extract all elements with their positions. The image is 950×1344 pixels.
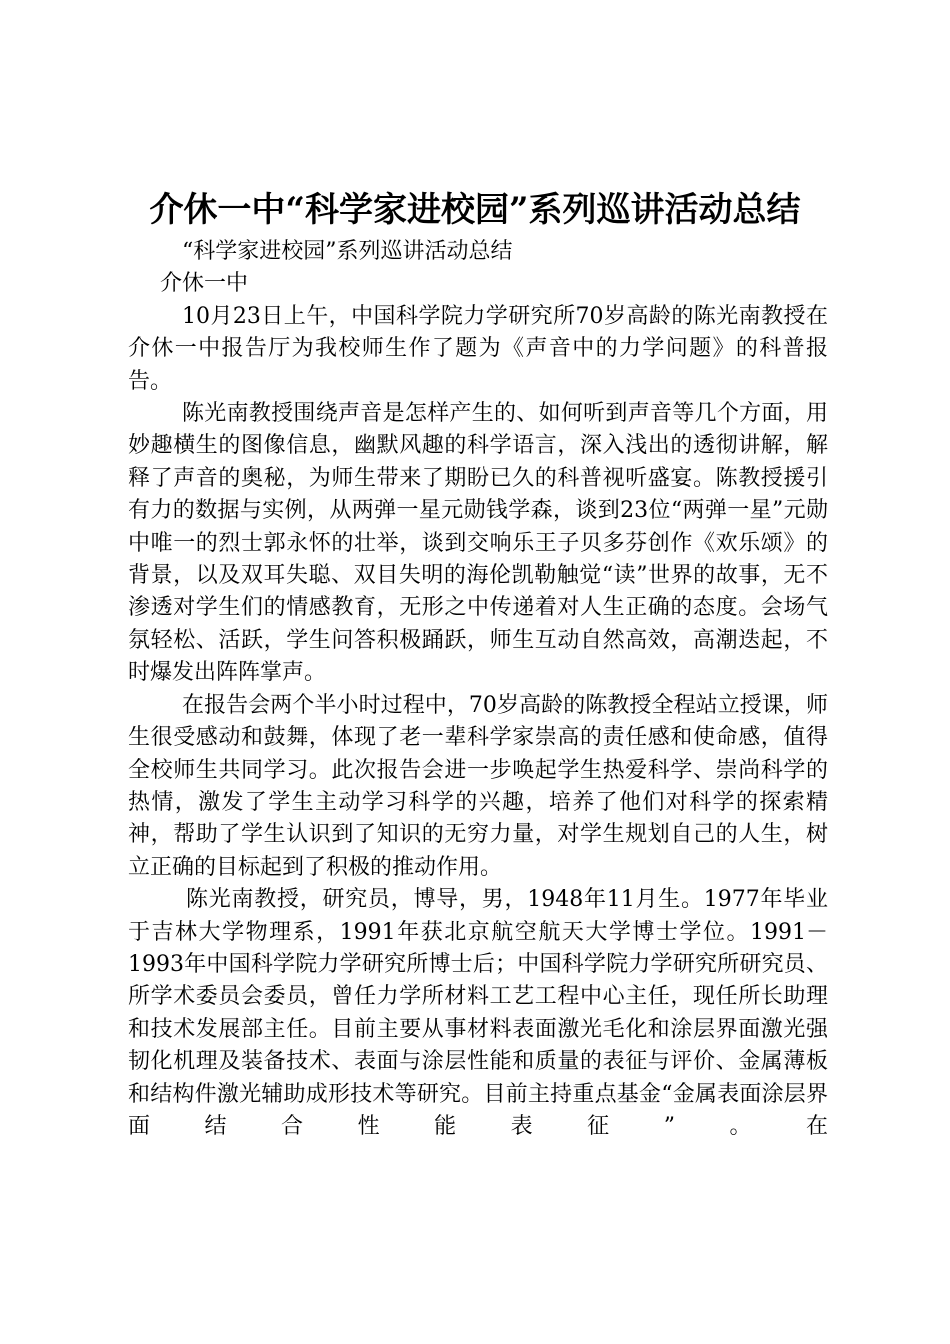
document-body (128, 236, 828, 1143)
paragraph-biography: 陈光南教授，研究员，博导，男，1948年11月生。1977年毕业于吉林大学物理系，1991年获北京航空航天大学博士学位。1991－1993年中国科学院力学研究所博士后；中国科学院力学研究所研究员、所学术委员会委员，曾任力学所材料工艺工程中心主任，现任所长助理和技术发展部主任。目前主要从事材料表面激光毛化和涂层界面激光强韧化机理及装备技术、表面与涂层性能和质量的表征与评价、金属薄板和结构件激光辅助成形技术等研究。目前主持重点基金“金属表面涂层界面结合性能表征”。在 (128, 887, 828, 1139)
paragraph-lecture-content: 陈光南教授围绕声音是怎样产生的、如何听到声音等几个方面，用妙趣横生的图像信息，幽默风趣的科学语言，深入浅出的透彻讲解，解释了声音的奥秘，为师生带来了期盼已久的科普视听盛宴。陈教授援引有力的数据与实例，从两弹一星元勋钱学森，谈到23位“两弹一星”元勋中唯一的烈士郭永怀的壮举，谈到交响乐王子贝多芬创作《欢乐颂》的背景，以及双耳失聪、双目失明的海伦凯勒触觉“读”世界的故事，无不渗透对学生们的情感教育，无形之中传递着对人生正确的态度。会场气氛轻松、活跃，学生问答积极踊跃，师生互动自然高效，高潮迭起，不时爆发出阵阵掌声。 (128, 401, 828, 686)
document-subtitle: “科学家进校园”系列巡讲活动总结 (182, 239, 513, 264)
paragraph-intro: 10月23日上午，中国科学院力学研究所70岁高龄的陈光南教授在介休一中报告厅为我校师生作了题为《声音中的力学问题》的科普报告。 (128, 303, 828, 394)
document-title: 介休一中“科学家进校园”系列巡讲活动总结 (149, 190, 801, 230)
paragraph-impact: 在报告会两个半小时过程中，70岁高龄的陈教授全程站立授课，师生很受感动和鼓舞，体现了老一辈科学家崇高的责任感和使命感，值得全校师生共同学习。此次报告会进一步唤起学生热爱科学、崇尚科学的热情，激发了学生主动学习科学的兴趣，培养了他们对科学的探索精神，帮助了学生认识到了知识的无穷力量，对学生规划自己的人生，树立正确的目标起到了积极的推动作用。 (128, 692, 828, 880)
school-name: 介休一中 (160, 271, 249, 297)
